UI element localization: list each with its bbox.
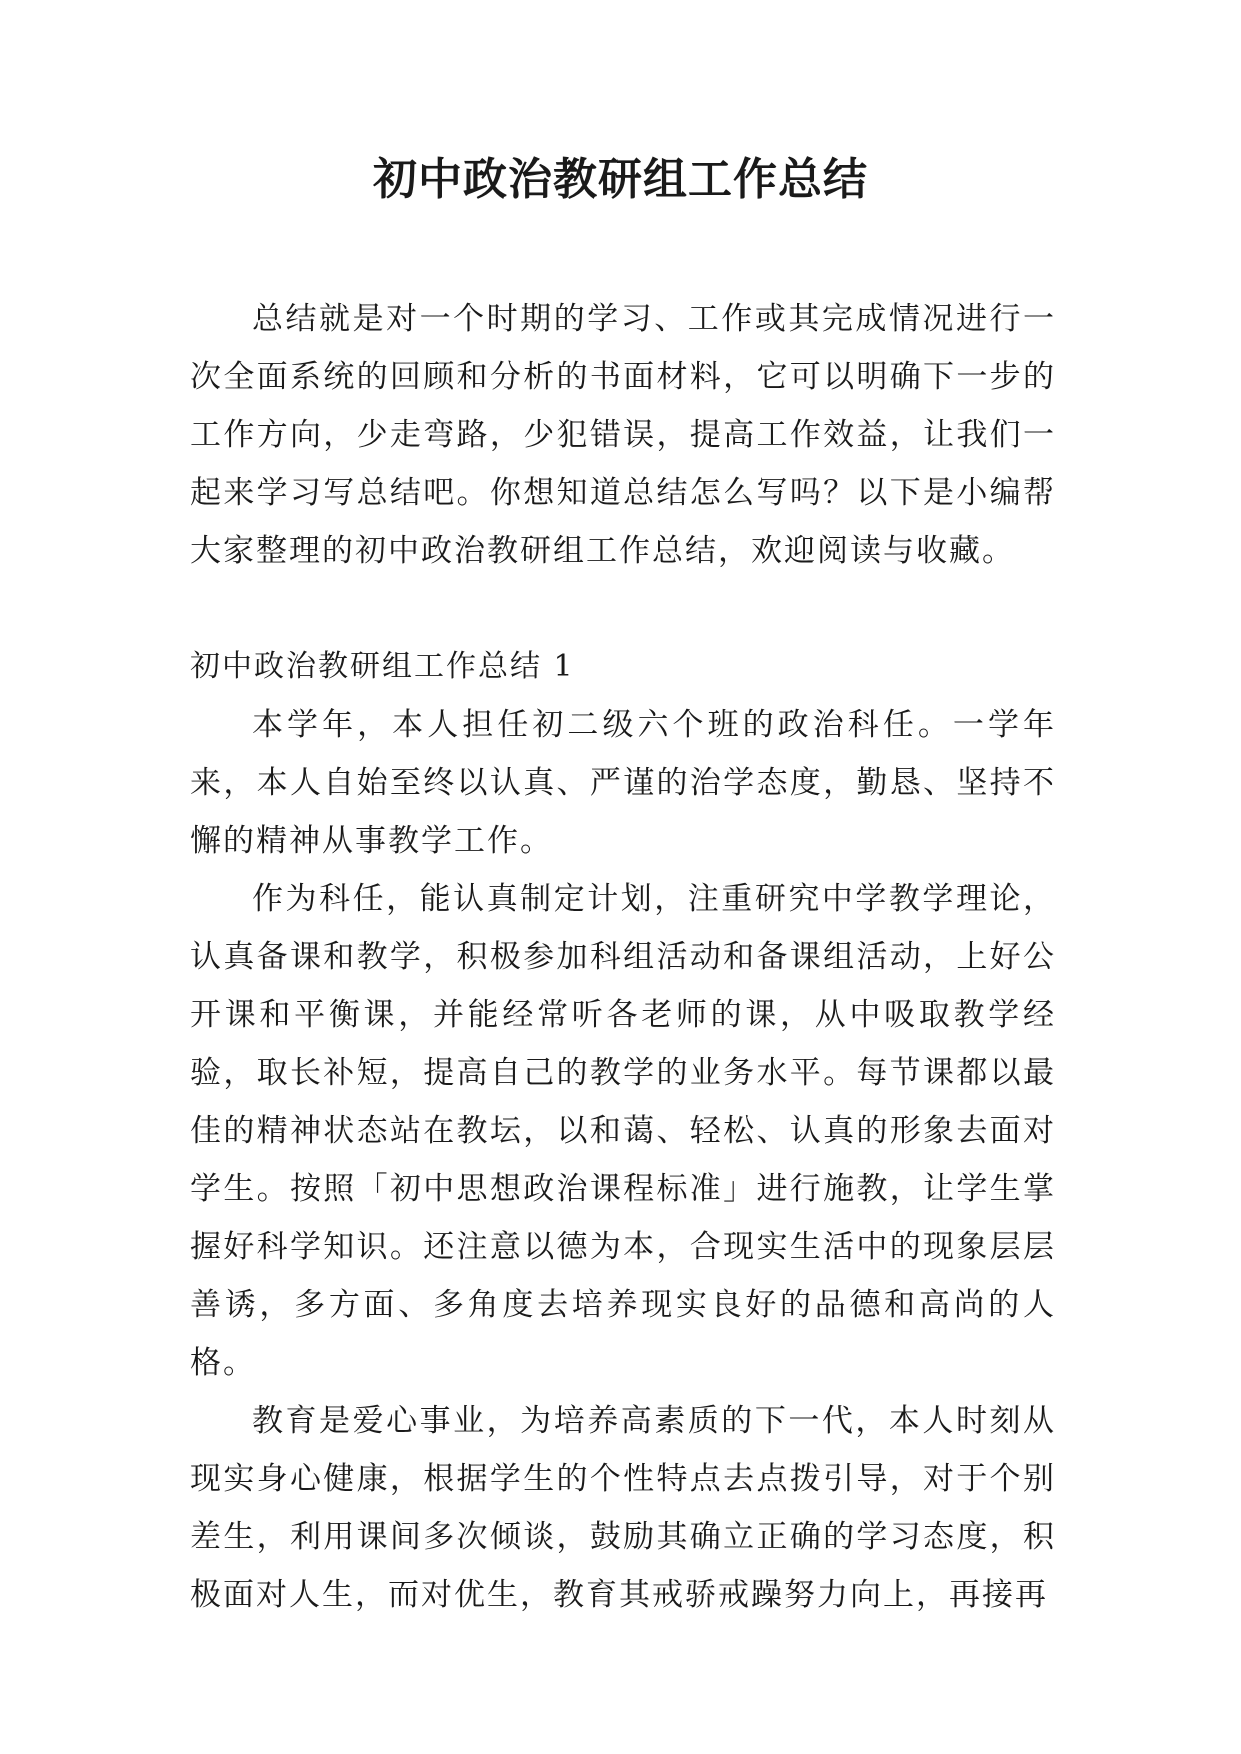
document-title: 初中政治教研组工作总结 (373, 154, 868, 205)
main-section (190, 696, 1056, 1624)
paragraph-2: 作为科任，能认真制定计划，注重研究中学教学理论，认真备课和教学，积极参加科组活动和备课组活动，上好公开课和平衡课，并能经常听各老师的课，从中吸取教学经验，取长补短，提高自己的教学的业务水平。每节课都以最佳的精神状态站在教坛，以和蔼、轻松、认真的形象去面对学生。按照「初中思想政治课程标准」进行施教，让学生掌握好科学知识。还注意以德为本，合现实生活中的现象层层善诱，多方面、多角度去培养现实良好的品德和高尚的人格。 (190, 881, 1056, 1381)
paragraph-3: 教育是爱心事业，为培养高素质的下一代，本人时刻从现实身心健康，根据学生的个性特点去点拨引导，对于个别差生，利用课间多次倾谈，鼓励其确立正确的学习态度，积极面对人生，而对优生，教育其戒骄戒躁努力向上，再接再 (190, 1403, 1056, 1613)
intro-section (190, 290, 1056, 580)
section-heading: 初中政治教研组工作总结 1 (190, 649, 575, 684)
paragraph-1: 本学年，本人担任初二级六个班的政治科任。一学年来，本人自始至终以认真、严谨的治学态度，勤恳、坚持不懈的精神从事教学工作。 (190, 707, 1056, 859)
intro-paragraph: 总结就是对一个时期的学习、工作或其完成情况进行一次全面系统的回顾和分析的书面材料，它可以明确下一步的工作方向，少走弯路，少犯错误，提高工作效益，让我们一起来学习写总结吧。你想知道总结怎么写吗？以下是小编帮大家整理的初中政治教研组工作总结，欢迎阅读与收藏。 (190, 301, 1056, 569)
